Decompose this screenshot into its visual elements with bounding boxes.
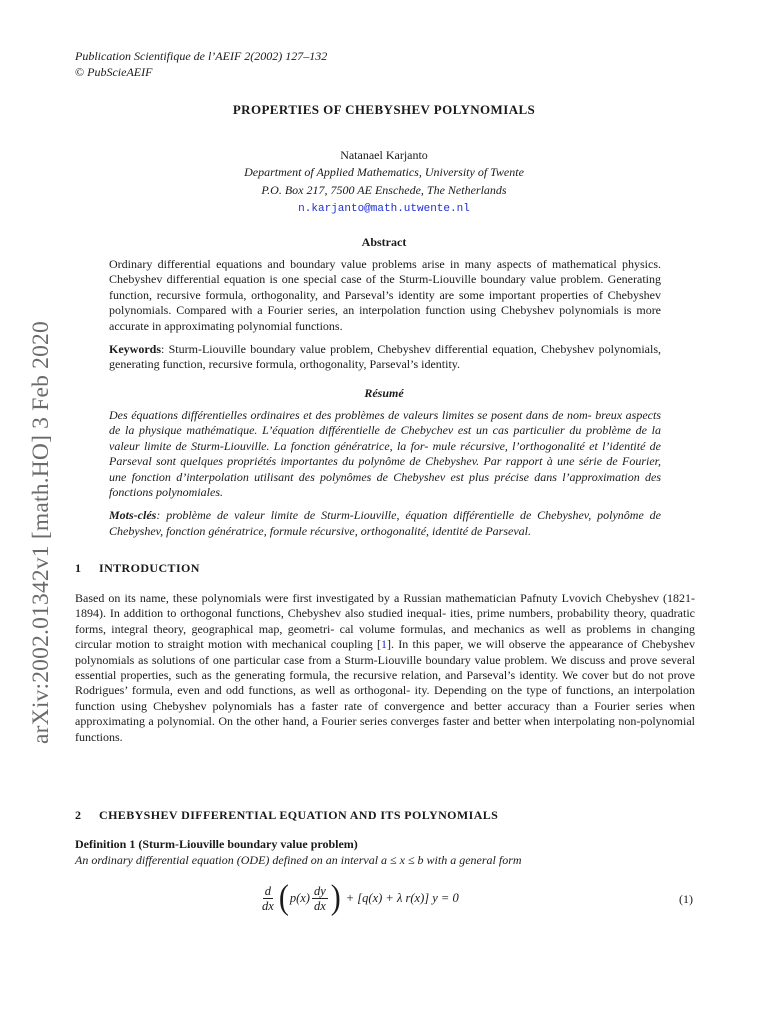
- resume-line: particulier du problème de la valeur limite de Sturm-Liouville. La fonction génératrice, la for-: [109, 423, 661, 453]
- citation-link[interactable]: 1: [381, 637, 387, 652]
- introduction-paragraph: [75, 591, 695, 745]
- left-paren: (: [278, 878, 289, 917]
- body-line: prove several essential properties, such as the generating formula, the recursive relation, and Parseval’s: [75, 652, 696, 683]
- arxiv-identifier-stamp: arXiv:2002.01342v1 [math.HO] 3 Feb 2020: [28, 321, 54, 744]
- abstract-line: problem. Generating function, recursive formula, orthogonality, and Parseval’s identity are some: [109, 272, 661, 302]
- body-line: cal volume formulas, and mechanics as well as problems in changing circular motion to straight motion: [75, 621, 695, 652]
- keywords-label: Keywords: [109, 342, 161, 357]
- author-email-link[interactable]: n.karjanto@math.utwente.nl: [298, 203, 470, 215]
- body-line: Based on its name, these polynomials were first investigated by a Russian mathematician Pafnuty: [75, 591, 558, 605]
- abstract-line: physics. Chebyshev differential equation is one special case of the Sturm-Liouville boundary value: [109, 257, 662, 287]
- body-line: functions.: [75, 729, 123, 744]
- fraction-denominator: dx: [313, 898, 326, 913]
- resume-body: [109, 408, 661, 539]
- author-name: Natanael Karjanto: [340, 148, 428, 162]
- abstract-line: important properties of Chebyshev polynomials. Compared with a Fourier series, an interpolation: [109, 287, 661, 318]
- mots-cles-line: polynôme de Chebyshev, fonction génératrice, formule récursive, orthogonalité, identité de Parseval.: [109, 508, 661, 538]
- body-line: with mechanical coupling [: [246, 637, 381, 652]
- body-line: faster rate of convergence and better accuracy than a Fourier series when approximating a polynomial.: [75, 698, 696, 729]
- author-department: Department of Applied Mathematics, University of Twente: [244, 165, 524, 179]
- keywords-paragraph: [109, 342, 661, 373]
- section-1-heading: [75, 561, 200, 576]
- definition-text: An ordinary differential equation (ODE) defined on an interval a ≤ x ≤ b with a general form: [75, 853, 522, 867]
- body-line: On the other hand, a Fourier series converges faster and better when interpolating non-polynomial: [218, 714, 695, 729]
- author-address: P.O. Box 217, 7500 AE Enschede, The Netherlands: [261, 183, 507, 197]
- introduction-body: [75, 591, 695, 745]
- abstract-body: [109, 257, 661, 373]
- mots-cles-label: Mots-clés: [109, 508, 157, 523]
- publisher-name: PubScieAEIF: [87, 65, 153, 79]
- section-title: CHEBYSHEV DIFFERENTIAL EQUATION AND ITS POLYNOMIALS: [99, 808, 499, 822]
- section-number: 1: [75, 561, 82, 575]
- keywords-line: polynomials, generating function, recursive formula, orthogonality, Parseval’s identity.: [109, 342, 661, 372]
- body-line: Lvovich Chebyshev (1821-1894). In addition to orthogonal functions, Chebyshev also studied inequal-: [75, 591, 696, 621]
- journal-header: Publication Scientifique de l’AEIF 2(2002) 127–132: [75, 49, 328, 63]
- body-line: identity. We cover but do not prove Rodrigues’ formula, even and odd functions, as well as orthogonal-: [75, 668, 696, 698]
- keywords-line: : Sturm-Liouville boundary value problem, Chebyshev differential equation, Chebyshev: [161, 342, 595, 357]
- mots-cles-line: : problème de valeur limite de Sturm-Liouville, équation différentielle de Chebyshev,: [156, 508, 592, 523]
- equation-1: [258, 876, 459, 920]
- abstract-heading: Abstract: [361, 235, 407, 249]
- body-line: ity. Depending on the type of functions, an interpolation function using Chebyshev polynomials has a: [75, 683, 696, 713]
- resume-line: breux aspects de la physique mathématique. L’équation différentielle de Chebychev est un cas: [109, 408, 661, 438]
- body-line: ities, prime numbers, probability theory, quadratic forms, integral theory, geographical map, geometri-: [75, 606, 695, 636]
- right-paren: ): [330, 878, 341, 917]
- mots-cles-paragraph: [109, 508, 661, 539]
- paper-title: PROPERTIES OF CHEBYSHEV POLYNOMIALS: [232, 102, 536, 117]
- resume-line: mule récursive, l’orthogonalité et l’identité de Parseval sont quelques propriétés importantes du: [109, 438, 662, 469]
- resume-heading: Résumé: [364, 386, 404, 400]
- resume-line: polynôme de Chebyshev. Par rapport à une série de Fourier, une fonction d’interpolation utilisant: [109, 454, 662, 484]
- fraction-numerator: d: [264, 883, 272, 898]
- copyright-symbol: ©: [75, 65, 85, 79]
- definition-label: Definition 1 (Sturm-Liouville boundary value problem): [75, 837, 358, 851]
- derivative-operator: [260, 884, 276, 913]
- body-line: ]. In this paper, we will observe the appearance of Chebyshev polynomials: [75, 637, 695, 667]
- email-line: [0, 200, 768, 215]
- abstract-line: function using Chebyshev polynomials is more accurate in approximating polynomial functions.: [109, 303, 662, 333]
- fraction-numerator: dy: [313, 883, 326, 898]
- equation-number: (1): [679, 892, 693, 906]
- dy-dx-fraction: [312, 884, 328, 913]
- fraction-denominator: dx: [262, 898, 274, 913]
- section-title: INTRODUCTION: [99, 561, 200, 575]
- equation-remainder: + [q(x) + λ r(x)] y = 0: [345, 890, 459, 905]
- p-of-x: p(x): [289, 890, 310, 905]
- abstract-paragraph: [109, 257, 661, 334]
- resume-line: des polynômes de Chebyshev est plus précise dans l’approximation des fonctions polynomiales.: [109, 469, 662, 500]
- section-2-heading: [75, 808, 498, 823]
- section-number: 2: [75, 808, 82, 822]
- resume-paragraph: [109, 408, 661, 500]
- resume-line: Des équations différentielles ordinaires et des problèmes de valeurs limites se posent dans de nom-: [109, 408, 592, 422]
- abstract-line: Ordinary differential equations and boundary value problems arise in many aspects of mathematical: [109, 257, 617, 271]
- copyright-line: [75, 65, 152, 80]
- body-line: as solutions of one particular case from a Sturm-Liouville boundary value problem. We discuss and: [138, 652, 627, 667]
